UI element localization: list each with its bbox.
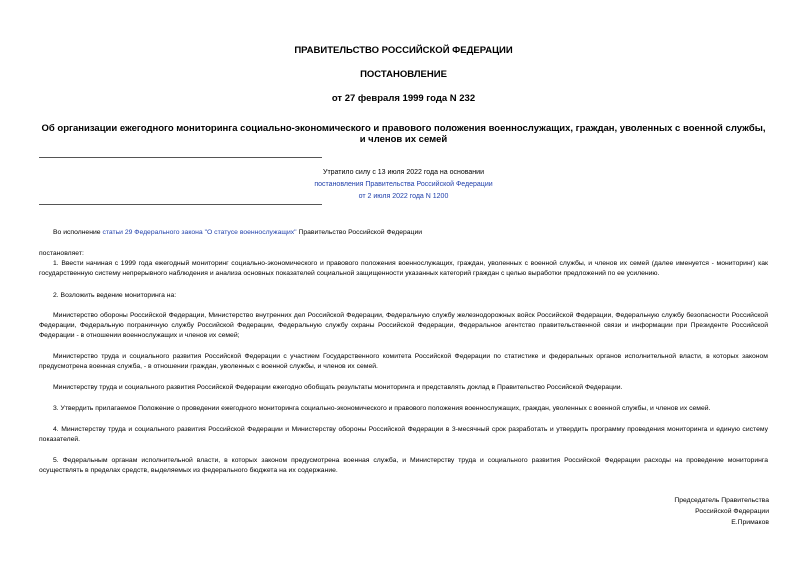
divider-bottom xyxy=(39,204,322,205)
paragraph-1: 1. Ввести начиная с 1999 года ежегодный мониторинг социально-экономического и правового положения военнослужащих, граждан, уволенных с военной службы, и членов их семей (далее именуется - мониторинг) как государственную систему непрерывного наблюдения и анализа основных показателей социальной защищенности указанных категорий граждан с целью выработки предложений по ее усилению. xyxy=(39,260,768,277)
preamble-text-after: Правительство Российской Федерации xyxy=(296,229,423,236)
repeal-link-decree[interactable]: постановления Правительства Российской Федерации xyxy=(314,181,493,188)
paragraph-2: 2. Возложить ведение мониторинга на: xyxy=(53,292,177,299)
paragraph-2b: Министерство труда и социального развития Российской Федерации с участием Государственного комитета Российской Федерации по статистике и федеральных органов исполнительной власти, в которых законом предусмотрена военная служба, - в отношении граждан, уволенных с военной службы, и членов их семей. xyxy=(39,353,768,370)
paragraph-2a: Министерство обороны Российской Федерации, Министерство внутренних дел Российской Федерации, Федеральную службу железнодорожных войск Российской Федерации, Федеральную службу безопасности Российской Федерации, Федеральную пограничную службу Российской Федерации, Федеральную службу охраны Российской Федерации, Федеральное агентство правительственной связи и информации при Президенте Российской Федерации - в отношении военнослужащих и членов их семей; xyxy=(39,312,768,339)
document-date-number: от 27 февраля 1999 года N 232 xyxy=(331,93,476,104)
signature-position: Председатель Правительства xyxy=(674,497,769,504)
signature-name: Е.Примаков xyxy=(731,519,769,526)
paragraph-2c: Министерству труда и социального развития Российской Федерации ежегодно обобщать результаты мониторинга и представлять доклад в Правительство Российской Федерации. xyxy=(53,384,623,391)
signature-block xyxy=(674,495,769,528)
repeal-link-date[interactable]: от 2 июля 2022 года N 1200 xyxy=(358,193,449,200)
paragraph-4: 4. Министерству труда и социального развития Российской Федерации и Министерству обороны Российской Федерации в 3-месячный срок разработать и утвердить программу проведения мониторинга и единую систему показателей. xyxy=(39,426,768,443)
paragraph-5: 5. Федеральным органам исполнительной власти, в которых законом предусмотрена военная служба, и Министерству труда и социального развития Российской Федерации расходы на проведение мониторинга осуществлять в пределах средств, выделяемых из федерального бюджета на их содержание. xyxy=(39,457,768,474)
preamble xyxy=(39,228,768,238)
resolves-word: постановляет: xyxy=(39,250,84,257)
government-heading: ПРАВИТЕЛЬСТВО РОССИЙСКОЙ ФЕДЕРАЦИИ xyxy=(294,45,513,56)
preamble-text-before: Во исполнение xyxy=(53,229,103,236)
signature-country: Российской Федерации xyxy=(695,508,769,515)
repeal-note: Утратило силу с 13 июля 2022 года на основании xyxy=(323,169,484,176)
document-type: ПОСТАНОВЛЕНИЕ xyxy=(360,69,447,80)
divider-top xyxy=(39,157,322,158)
document-title: Об организации ежегодного мониторинга социально-экономического и правового положения военнослужащих, граждан, уволенных с военной службы, и членов их семей xyxy=(41,123,766,145)
law-article-link[interactable]: статьи 29 Федерального закона "О статусе военнослужащих" xyxy=(102,229,297,236)
paragraph-3: 3. Утвердить прилагаемое Положение о проведении ежегодного мониторинга социально-экономического и правового положения военнослужащих, граждан, уволенных с военной службы, и членов их семей. xyxy=(53,405,711,412)
